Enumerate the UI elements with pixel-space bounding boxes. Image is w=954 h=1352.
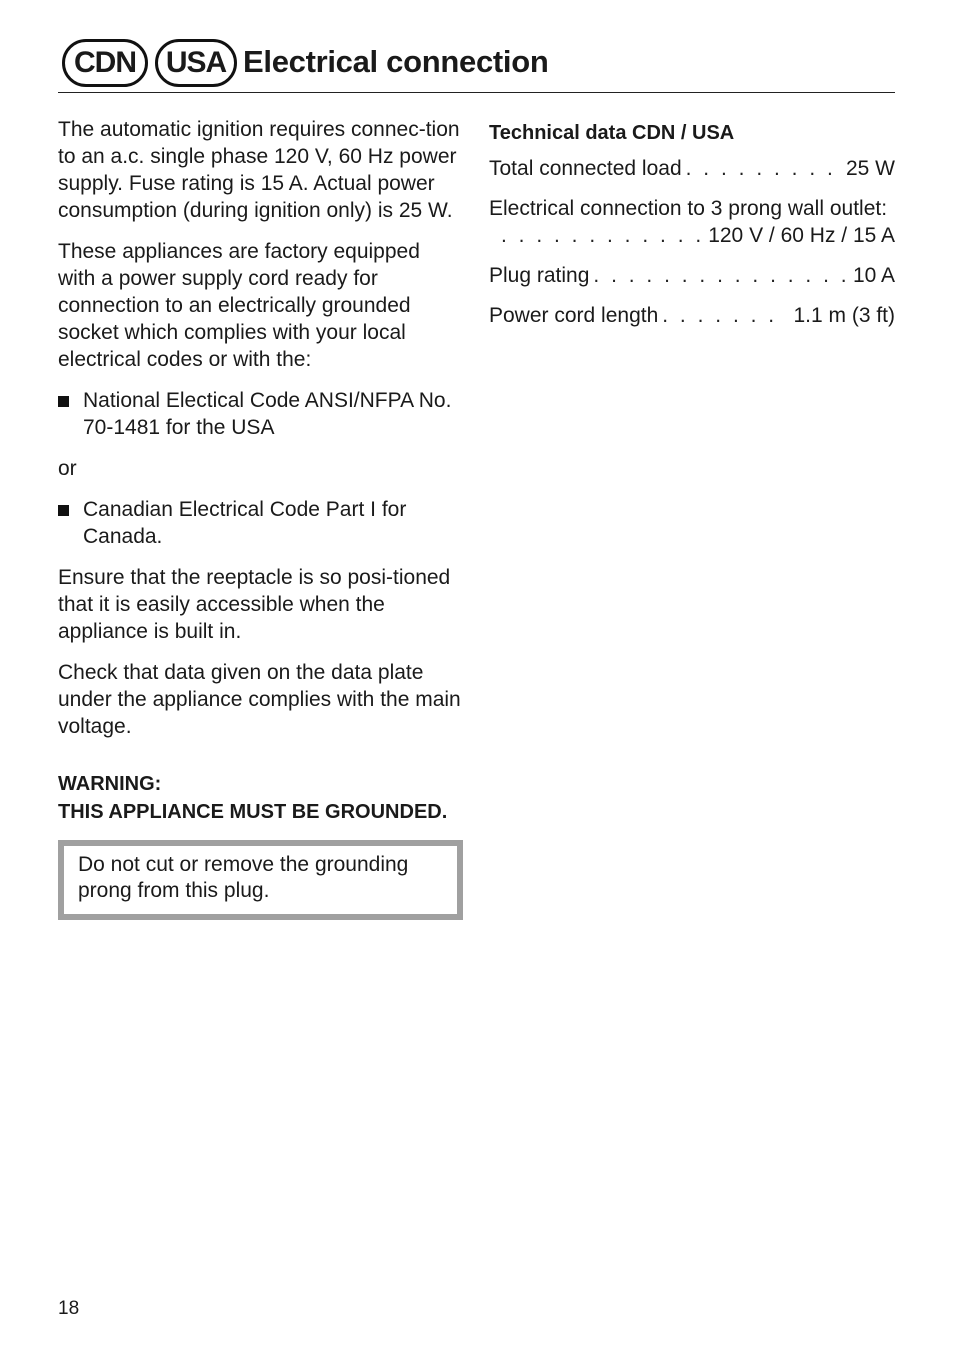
spec-label: Plug rating — [489, 264, 590, 287]
paragraph-power-supply: The automatic ignition requires connec-tion to an a.c. single phase 120 V, 60 Hz power supply. Fuse rating is 15 A. Actual power consumption (during ignition only) is 25 W. — [58, 118, 460, 222]
spec-value: 25 W — [845, 157, 895, 180]
spec-row-electrical-connection — [489, 195, 895, 249]
page-header — [58, 34, 895, 93]
warning-label: WARNING: — [58, 773, 162, 795]
spec-value: 120 V / 60 Hz / 15 A — [708, 224, 895, 247]
paragraph-data-plate: Check that data given on the data plate under the appliance complies with the main voltage. — [58, 661, 461, 738]
leader-dots — [593, 262, 847, 289]
paragraph-receptacle: Ensure that the reeptacle is so posi-tioned that it is easily accessible when the appliance is built in. — [58, 566, 451, 643]
list-item — [58, 387, 463, 441]
bullet-text-cec: Canadian Electrical Code Part I for Canada. — [83, 498, 407, 548]
spec-label: Total connected load — [489, 157, 682, 180]
leader-dots — [686, 155, 840, 182]
right-column — [489, 120, 895, 342]
spec-value: 1.1 m (3 ft) — [793, 304, 895, 327]
bullet-square-icon — [58, 396, 69, 407]
spec-row-total-load — [489, 155, 895, 182]
spec-label: Electrical connection to 3 prong wall outlet: — [489, 197, 888, 220]
leader-dots — [662, 302, 787, 329]
left-column — [58, 116, 463, 920]
or-text: or — [58, 457, 77, 480]
page-title: Electrical connection — [243, 44, 549, 79]
warning-block — [58, 770, 463, 826]
spec-row-cord-length — [489, 302, 895, 329]
page-number: 18 — [58, 1298, 80, 1319]
cdn-badge: CDN — [62, 39, 148, 87]
warning-text: THIS APPLIANCE MUST BE GROUNDED. — [58, 801, 448, 823]
spec-row-plug-rating — [489, 262, 895, 289]
bullet-square-icon — [58, 505, 69, 516]
paragraph-power-cord: These appliances are factory equipped with a power supply cord ready for connection to an electrically grounded socket which complies with your local electrical codes or with the: — [58, 240, 420, 371]
technical-data-heading: Technical data CDN / USA — [489, 122, 735, 144]
list-item — [58, 496, 463, 550]
bullet-text-nec: National Electical Code ANSI/NFPA No. 70-1481 for the USA — [83, 389, 452, 439]
usa-badge: USA — [155, 39, 237, 87]
grounding-note-box — [58, 840, 463, 920]
spec-label: Power cord length — [489, 304, 659, 327]
leader-dots — [501, 222, 702, 249]
grounding-note-text: Do not cut or remove the grounding prong from this plug. — [78, 853, 409, 902]
spec-value: 10 A — [852, 264, 895, 287]
spec-value-line — [489, 222, 895, 249]
